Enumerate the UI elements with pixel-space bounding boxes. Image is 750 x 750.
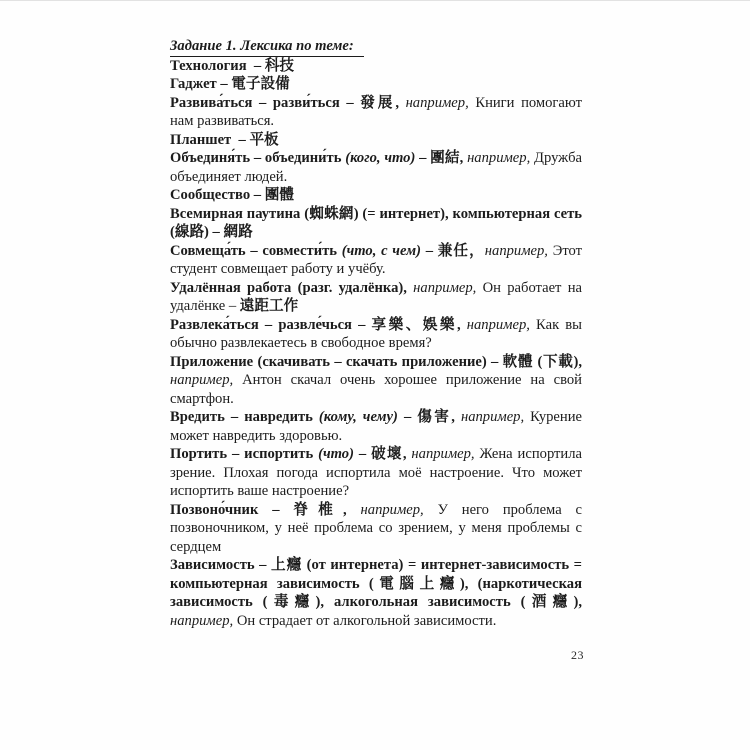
text-block — [170, 37, 582, 630]
text-segment: Вредить – навредить — [170, 409, 319, 425]
text-segment: 遠距工作 — [239, 298, 299, 314]
vocab-entry — [170, 316, 582, 353]
text-segment: например, — [484, 242, 548, 259]
text-segment: например, — [360, 501, 424, 518]
text-segment: (кого, что) — [345, 150, 416, 166]
text-segment: Антон скачал очень хорошее приложение на свой смартфон. — [170, 372, 582, 407]
text-segment: – 兼任， — [420, 242, 485, 259]
text-segment: Приложение (скачивать – скачать приложение) – 軟體 (下載), — [170, 353, 582, 370]
vocab-entries — [170, 57, 582, 631]
text-segment: Совмеща́ть – совмести́ть — [170, 242, 342, 259]
vocab-entry — [170, 94, 582, 131]
text-segment: (что) — [318, 446, 354, 462]
vocab-entry — [170, 408, 582, 445]
text-segment: например, — [466, 316, 530, 333]
text-segment: Объединя́ть – объедини́ть — [170, 150, 346, 166]
vocab-entry — [170, 242, 582, 279]
text-segment: Портить – испортить — [170, 446, 319, 462]
vocab-entry — [170, 279, 582, 316]
vocab-entry — [170, 353, 582, 409]
text-segment: например, — [405, 94, 469, 111]
title-line — [170, 37, 582, 57]
text-segment: Курение может навредить здоровью. — [170, 409, 582, 444]
text-segment: Он страдает от алкогольной зависимости. — [233, 612, 497, 629]
text-segment: например, — [170, 612, 234, 629]
text-segment: Этот студент совмещает работу и учёбу. — [170, 242, 582, 277]
text-segment: например, — [467, 150, 531, 166]
text-segment: Зависимость – 上癮 (от интернета) = интернет-зависимость = компьютерная зависимость (電腦上癮), (наркотическая зависимость (毒癮), алкогольная зависимость (酒癮), — [170, 557, 582, 610]
text-segment: Развлека́ться – развле́чься – 享樂、娛樂, — [170, 316, 467, 333]
text-segment: например, — [460, 409, 525, 425]
text-segment: Удалённая работа (разг. удалёнка), — [170, 279, 414, 296]
vocab-entry — [170, 57, 582, 76]
vocab-entry — [170, 205, 582, 242]
text-segment: Технология – 科技 — [170, 57, 295, 74]
vocab-entry — [170, 131, 582, 150]
vocab-entry — [170, 75, 582, 94]
page-title: Задание 1. Лексика по теме: — [170, 37, 364, 57]
vocab-entry — [170, 445, 582, 501]
text-segment: (что, с чем) — [341, 242, 421, 259]
text-segment: Развива́ться – разви́ться – 發展, — [170, 94, 406, 111]
text-segment: – 傷害, — [397, 409, 461, 425]
text-segment: Сообщество – 團體 — [170, 187, 294, 203]
text-segment: Он работает на удалёнке – — [170, 279, 582, 314]
text-segment: Всемирная паутина (蜘蛛網) (= интернет), компьютерная сеть (線路) – 網路 — [170, 205, 582, 240]
text-segment: Дружба объединяет людей. — [170, 150, 582, 185]
text-segment: – 破壞, — [353, 446, 412, 462]
text-segment: например, — [411, 446, 475, 462]
page-number: 23 — [571, 648, 584, 662]
text-segment: У него проблема с позвоночником, у неё проблема со зрением, у меня проблемы с сердцем — [170, 501, 583, 555]
text-segment: Как вы обычно развлекаетесь в свободное время? — [170, 316, 582, 351]
vocab-entry — [170, 186, 582, 205]
text-segment: Жена испортила зрение. Плохая погода испортила моё настроение. Что может испортить ваше настроение? — [170, 446, 582, 499]
vocab-entry — [170, 149, 582, 186]
text-segment: – 團結, — [415, 150, 468, 166]
text-segment: например, — [170, 372, 234, 388]
text-segment: например, — [413, 279, 477, 296]
vocab-entry — [170, 501, 582, 557]
text-segment: Планшет – 平板 — [170, 131, 279, 148]
text-segment: Книги помогают нам развиваться. — [170, 94, 582, 129]
text-segment: Позвоно́чник – 脊椎, — [170, 501, 361, 518]
text-segment: (кому, чему) — [318, 409, 398, 425]
text-segment: Гаджет – 電子設備 — [170, 76, 290, 92]
vocab-entry — [170, 556, 582, 630]
